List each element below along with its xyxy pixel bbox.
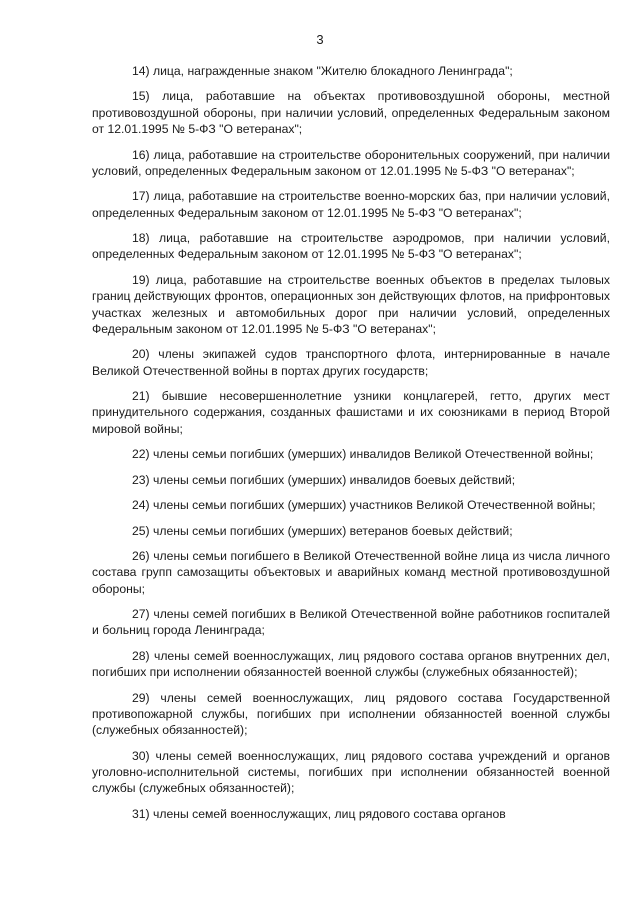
document-body xyxy=(92,63,610,831)
list-item: 30) члены семей военнослужащих, лиц рядового состава учреждений и органов уголовно-исполнительной системы, погибших при исполнении обязанностей военной службы (служебных обязанностей); xyxy=(92,748,610,796)
list-item: 28) члены семей военнослужащих, лиц рядового состава органов внутренних дел, погибших при исполнении обязанностей военной службы (служебных обязанностей); xyxy=(92,648,610,680)
list-item: 27) члены семей погибших в Великой Отечественной войне работников госпиталей и больниц города Ленинграда; xyxy=(92,607,610,638)
list-item: 24) члены семьи погибших (умерших) участников Великой Отечественной войны; xyxy=(132,498,596,513)
list-item: 15) лица, работавшие на объектах противовоздушной обороны, местной противовоздушной обороны, при наличии условий, определенных Федеральным законом от 12.01.1995 № 5-ФЗ "О ветеранах"; xyxy=(92,89,610,137)
list-item: 22) члены семьи погибших (умерших) инвалидов Великой Отечественной войны; xyxy=(132,447,594,462)
list-item: 16) лица, работавшие на строительстве оборонительных сооружений, при наличии условий, определенных Федеральным законом от 12.01.1995 № 5-ФЗ "О ветеранах"; xyxy=(92,147,610,178)
list-item: 31) члены семей военнослужащих, лиц рядового состава органов xyxy=(132,806,506,821)
list-item: 26) члены семьи погибшего в Великой Отечественной войне лица из числа личного состава групп самозащиты объектовых и аварийных команд местной противовоздушной обороны; xyxy=(92,549,610,596)
list-item: 20) члены экипажей судов транспортного флота, интернированные в начале Великой Отечественной войны в портах других государств; xyxy=(92,347,610,378)
list-item: 19) лица, работавшие на строительстве военных объектов в пределах тыловых границ действующих фронтов, операционных зон действующих флотов, на прифронтовых участках железных и автомобильных дорог при наличии условий, определенных Федеральным законом от 12.01.1995 № 5-ФЗ "О ветеранах"; xyxy=(92,272,610,336)
list-item: 18) лица, работавшие на строительстве аэродромов, при наличии условий, определенных Федеральным законом от 12.01.1995 № 5-ФЗ "О ветеранах"; xyxy=(92,231,610,262)
list-item: 17) лица, работавшие на строительстве военно-морских баз, при наличии условий, определенных Федеральным законом от 12.01.1995 № 5-ФЗ "О ветеранах"; xyxy=(92,189,610,220)
list-item: 23) члены семьи погибших (умерших) инвалидов боевых действий; xyxy=(132,472,516,487)
list-item: 14) лица, награжденные знаком "Жителю блокадного Ленинграда"; xyxy=(132,64,513,78)
page-number: 3 xyxy=(316,32,324,47)
list-item: 29) члены семей военнослужащих, лиц рядового состава Государственной противопожарной службы, погибших при исполнении обязанностей военной службы (служебных обязанностей); xyxy=(92,690,610,738)
list-item: 25) члены семьи погибших (умерших) ветеранов боевых действий; xyxy=(132,523,513,538)
list-item: 21) бывшие несовершеннолетние узники концлагерей, гетто, других мест принудительного содержания, созданных фашистами и их союзниками в период Второй мировой войны; xyxy=(92,389,610,436)
